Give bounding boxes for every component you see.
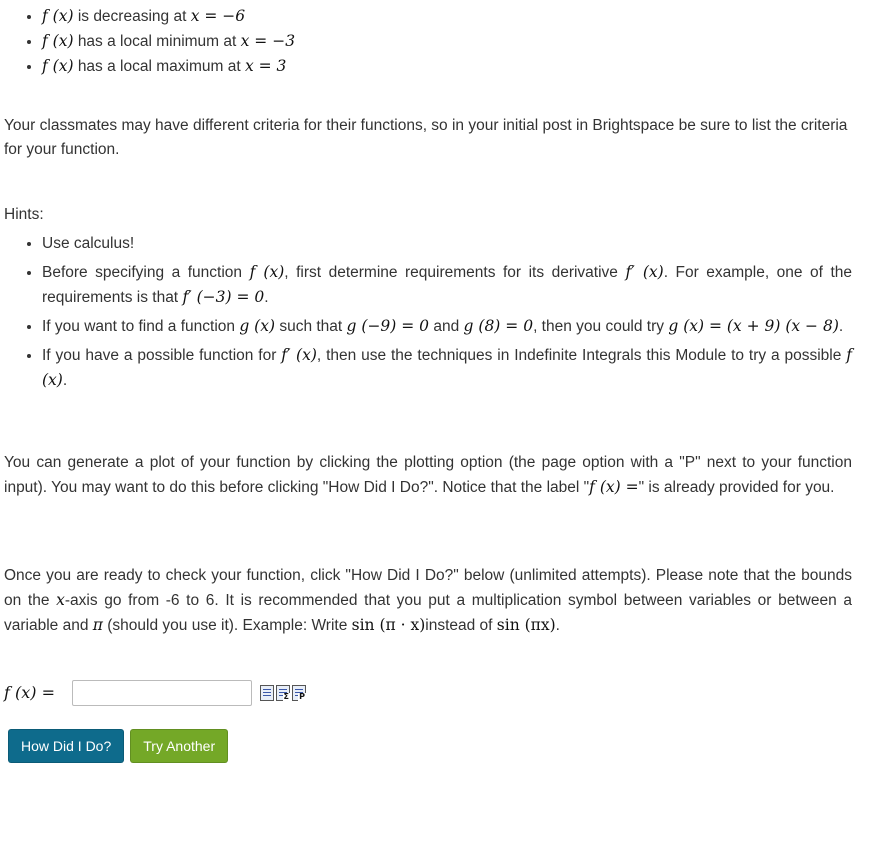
criteria-math: x = −3 (240, 32, 296, 50)
instructions-text: -axis go from -6 to 6. It is recommended that you put a multiplication symbol between variables or between a variable and (4, 592, 852, 634)
hint-text: If you want to find a function (42, 318, 236, 335)
hint-math: g (8) = 0 (463, 317, 534, 335)
hint-text: . (62, 372, 68, 389)
criteria-text: has a local maximum at (77, 58, 241, 75)
hint-text: , then use the techniques in Indefinite Integrals this Module to try a possible (316, 347, 842, 364)
criteria-item (42, 29, 852, 54)
criteria-function: f (x) (42, 57, 74, 75)
how-did-i-do-button[interactable]: How Did I Do? (8, 729, 124, 763)
sigma-icon[interactable]: Σ (276, 685, 290, 701)
hint-text: , then you could try (533, 318, 665, 335)
instructions-text: . (555, 617, 560, 634)
hint-math: g (x) (239, 317, 276, 335)
criteria-function: f (x) (42, 32, 74, 50)
hint-item (42, 343, 852, 393)
plot-math: f (x) = (589, 478, 639, 496)
instructions-math: sin (π · x) (351, 616, 426, 634)
hint-math: f′ (x) (281, 346, 317, 364)
instructions-text: Once you are ready to check your function, click "How Did I Do?" below (unlimited attempts). Please note that the bounds on the (4, 567, 852, 609)
hint-text: . (264, 289, 269, 306)
hint-text: . For example, one of the requirements is that (42, 264, 853, 306)
hints-list (4, 232, 852, 397)
hint-text: . (838, 318, 844, 335)
instructions-math: x (56, 591, 65, 609)
instructions-math: π (92, 616, 103, 634)
hint-text: Before specifying a function (42, 264, 243, 281)
hint-math: f′ (−3) = 0 (182, 288, 265, 306)
plot-text: " is already provided for you. (638, 479, 835, 496)
hint-item (42, 314, 852, 339)
equation-editor-icon[interactable] (260, 685, 274, 701)
hint-text: Use calculus! (42, 235, 135, 252)
criteria-math: x = 3 (244, 57, 287, 75)
criteria-item (42, 54, 852, 79)
hint-text: If you have a possible function for (42, 347, 277, 364)
instructions-paragraph (4, 564, 852, 638)
hint-item (42, 232, 852, 256)
criteria-item (42, 4, 852, 29)
criteria-list (4, 4, 852, 79)
criteria-section (4, 4, 852, 79)
hint-math: g (x) = (x + 9) (x − 8) (668, 317, 839, 335)
try-another-button[interactable]: Try Another (130, 729, 228, 763)
answer-label: f (x) = (4, 683, 56, 702)
answer-input[interactable] (72, 680, 252, 706)
plot-text: You can generate a plot of your function by clicking the plotting option (the page option with a "P" next to your function input). You may want to do this before clicking "How Did I Do?". Notice that the label " (4, 454, 852, 496)
hint-math: f (x) (249, 263, 285, 281)
instructions-text: (should you use it). Example: Write (107, 617, 348, 634)
plot-paragraph (4, 451, 852, 500)
hint-text: and (433, 318, 460, 335)
hints-label: Hints: (4, 206, 44, 223)
hint-math: g (−9) = 0 (346, 317, 430, 335)
criteria-text: has a local minimum at (77, 33, 237, 50)
action-buttons (8, 729, 228, 763)
hint-math: f (x) (42, 346, 853, 389)
criteria-function: f (x) (42, 7, 74, 25)
hint-math: f′ (x) (625, 263, 664, 281)
answer-tools (260, 685, 306, 701)
classmates-paragraph: Your classmates may have different criteria for their functions, so in your initial post in Brightspace be sure to list the criteria for your function. (4, 117, 848, 158)
instructions-text: instead of (425, 617, 493, 634)
instructions-math: sin (πx) (496, 616, 556, 634)
hint-item (42, 260, 852, 310)
criteria-text: is decreasing at (77, 8, 187, 25)
plot-icon[interactable]: P (292, 685, 306, 701)
hint-text: such that (279, 318, 343, 335)
criteria-math: x = −6 (190, 7, 246, 25)
hint-text: , first determine requirements for its derivative (284, 264, 618, 281)
answer-row (4, 678, 306, 708)
